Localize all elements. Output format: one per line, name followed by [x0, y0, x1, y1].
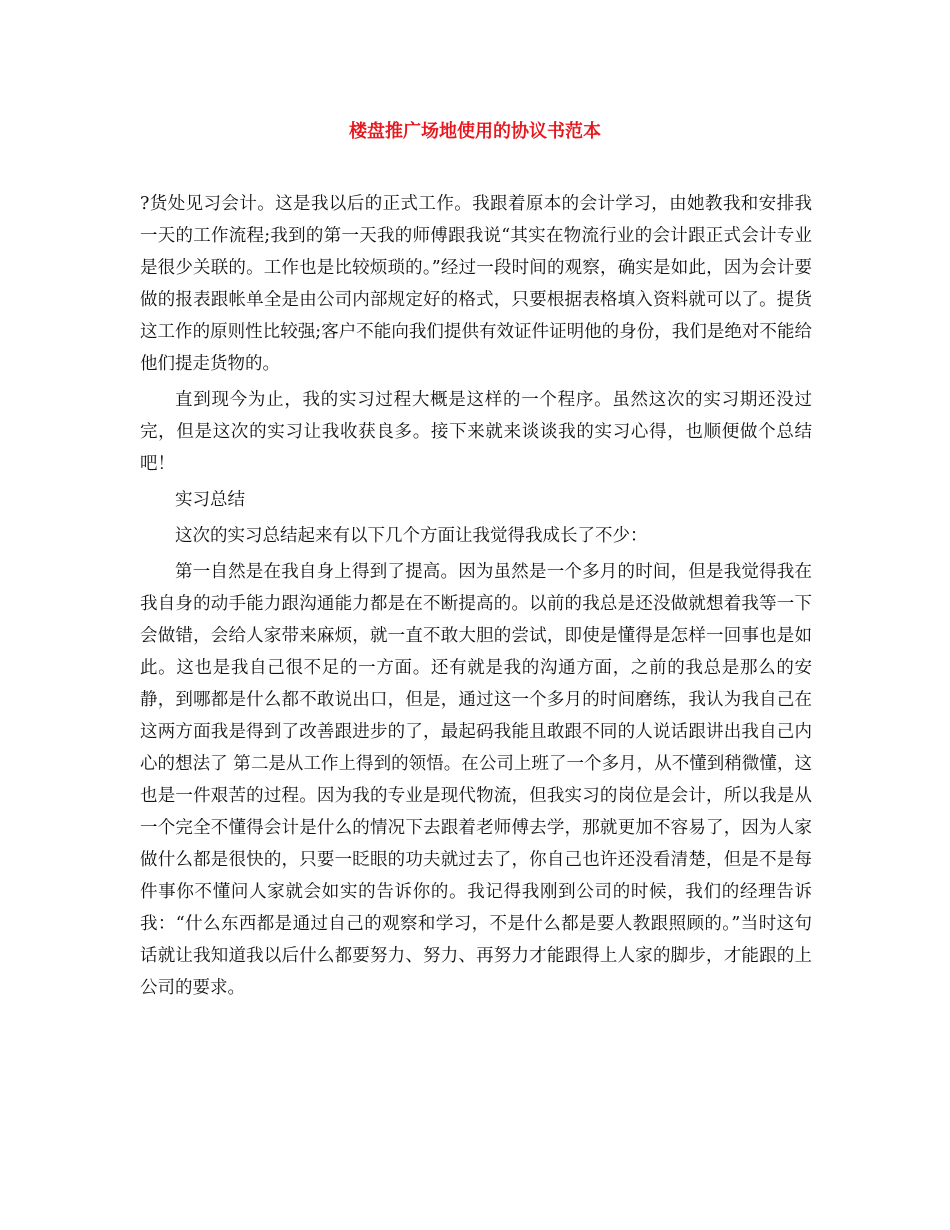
document-body	[140, 188, 812, 1008]
paragraph-2: 直到现今为止，我的实习过程大概是这样的一个程序。虽然这次的实习期还没过完，但是这次的实习让我收获良多。接下来就来谈谈我的实习心得，也顺便做个总结吧！	[140, 390, 812, 474]
paragraph-1: ?货处见习会计。这是我以后的正式工作。我跟着原本的会计学习，由她教我和安排我一天的工作流程;我到的第一天我的师傅跟我说“其实在物流行业的会计跟正式会计专业是很少关联的。工作也是比较烦琐的。”经过一段时间的观察，确实是如此，因为会计要做的报表跟帐单全是由公司内部规定好的格式，只要根据表格填入资料就可以了。提货这工作的原则性比较强;客户不能向我们提供有效证件证明他的身份，我们是绝对不能给他们提走货物的。	[140, 194, 812, 374]
paragraph-3: 这次的实习总结起来有以下几个方面让我觉得我成长了不少：	[175, 526, 648, 546]
paragraph-4: 第一自然是在我自身上得到了提高。因为虽然是一个多月的时间，但是我觉得我在我自身的动手能力跟沟通能力都是在不断提高的。以前的我总是还没做就想着我等一下会做错，会给人家带来麻烦，就一直不敢大胆的尝试，即使是懂得是怎样一回事也是如此。这也是我自己很不足的一方面。还有就是我的沟通方面，之前的我总是那么的安静，到哪都是什么都不敢说出口，但是，通过这一个多月的时间磨练，我认为我自己在这两方面我是得到了改善跟进步的了，最起码我能且敢跟不同的人说话跟讲出我自己内心的想法了 第二是从工作上得到的领悟。在公司上班了一个多月，从不懂到稍微懂，这也是一件艰苦的过程。因为我的专业是现代物流，但我实习的岗位是会计，所以我是从一个完全不懂得会计是什么的情况下去跟着老师傅去学，那就更加不容易了，因为人家做什么都是很快的，只要一眨眼的功夫就过去了，你自己也许还没看清楚，但是不是每件事你不懂问人家就会如实的告诉你的。我记得我刚到公司的时候，我们的经理告诉我：“什么东西都是通过自己的观察和学习，不是什么都是要人教跟照顾的。”当时这句话就让我知道我以后什么都要努力、努力、再努力才能跟得上人家的脚步，才能跟的上公司的要求。	[140, 562, 812, 998]
section-heading: 实习总结	[175, 490, 245, 510]
document-title: 楼盘推广场地使用的协议书范本	[349, 121, 601, 142]
